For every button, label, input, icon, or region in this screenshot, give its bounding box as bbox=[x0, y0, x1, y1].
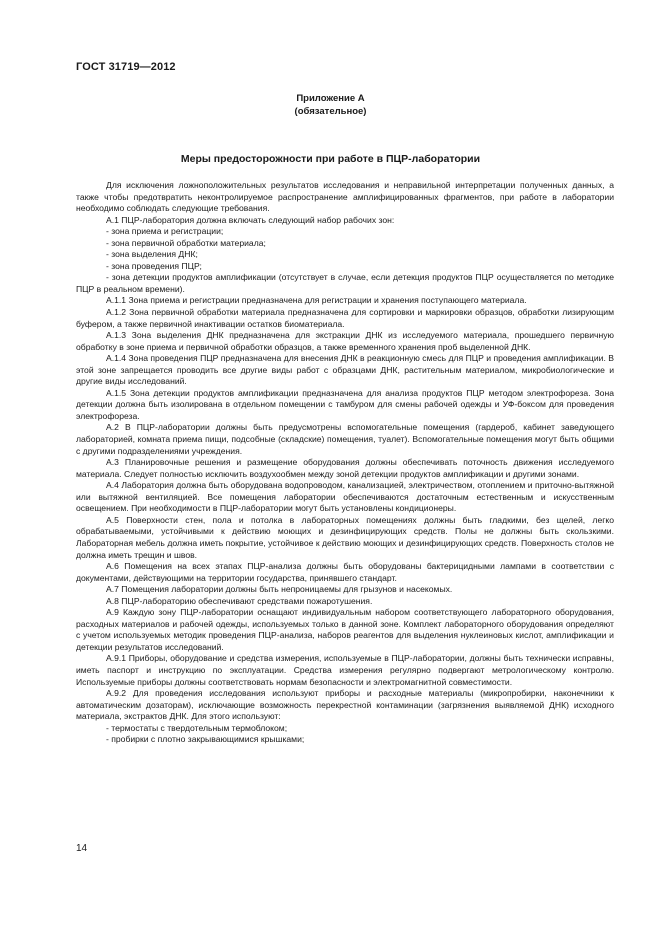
paragraph: А.1.4 Зона проведения ПЦР предназначена для внесения ДНК в реакционную смесь для ПЦР и проведения амплификации. В этой зоне запрещается проводить все другие виды работ с образцами ДНК, растительным материалом, микробиологические и другие виды исследований. bbox=[76, 353, 614, 387]
paragraph: Для исключения ложноположительных результатов исследования и неправильной интерпретации полученных данных, а также чтобы предотвратить неконтролируемое распространение амплифицированных фрагментов, при работе в лаборатории необходимо соблюдать следующие требования. bbox=[76, 180, 614, 214]
list-item: - зона выделения ДНК; bbox=[106, 249, 198, 260]
list-item: - пробирки с плотно закрывающимися крышками; bbox=[106, 734, 305, 745]
paragraph: А.1.2 Зона первичной обработки материала предназначена для сортировки и маркировки образцов, обработки лизирующим буфером, а также первичной инактивации остатков биоматериала. bbox=[76, 307, 614, 329]
paragraph: А.5 Поверхности стен, пола и потолка в лабораторных помещениях должны быть гладкими, без щелей, легко обрабатываемыми, устойчивыми к действию моющих и дезинфицирующих средств. Полы не должны быть скользкими. Лабораторная мебель должна иметь покрытие, устойчивое к действию моющих и дезинфицирующих средств. Поверхность столов не должна иметь трещин и швов. bbox=[76, 514, 614, 560]
appendix-heading bbox=[0, 92, 661, 118]
page-number: 14 bbox=[76, 843, 88, 854]
document-body bbox=[76, 180, 614, 746]
appendix-status: (обязательное) bbox=[294, 106, 367, 117]
paragraph: А.7 Помещения лаборатории должны быть непроницаемы для грызунов и насекомых. bbox=[106, 584, 453, 595]
paragraph: А.9.2 Для проведения исследования используют приборы и расходные материалы (микропробирки, наконечники к автоматическим дозаторам), исключающие возможность перекрестной контаминации (загрязнения выявляемой ДНК) исходного материала, экстрактов ДНК. Для этого используют: bbox=[76, 688, 614, 722]
list-item: - термостаты с твердотельным термоблоком; bbox=[106, 722, 288, 733]
paragraph: А.2 В ПЦР-лаборатории должны быть предусмотрены вспомогательные помещения (гардероб, кабинет заведующего лабораторией, комната приема пищи, подсобные (складские) помещения, туалет). Вспомогательные помещения могут быть общими с другими подразделениями учреждения. bbox=[76, 422, 614, 456]
paragraph: А.9 Каждую зону ПЦР-лаборатории оснащают индивидуальным набором соответствующего лабораторного оборудования, расходных материалов и рабочей одежды, используемых только в данной зоне. Комплект лабораторного оборудования определяют с учетом используемых методик проведения ПЦР-анализа, наборов реагентов для выделения нуклеиновых кислот, амплификации и детекции результатов исследований. bbox=[76, 607, 614, 652]
paragraph: А.3 Планировочные решения и размещение оборудования должны обеспечивать поточность движения исследуемого материала. Следует полностью исключить воздухообмен между зоной детекции продуктов амплификации и другими зонами. bbox=[76, 457, 614, 479]
paragraph: А.4 Лаборатория должна быть оборудована водопроводом, канализацией, электричеством, отоплением и приточно-вытяжной или вытяжной вентиляцией. Все помещения лаборатории обеспечиваются достаточным естественным и искусственным освещением. При необходимости в ПЦР-лаборатории могут быть установлены кондиционеры. bbox=[76, 480, 614, 514]
appendix-label: Приложение А bbox=[296, 93, 365, 104]
paragraph: А.1 ПЦР-лаборатория должна включать следующий набор рабочих зон: bbox=[106, 214, 395, 225]
paragraph: А.1.1 Зона приема и регистрации предназначена для регистрации и хранения поступающего материала. bbox=[106, 295, 527, 306]
list-item: - зона первичной обработки материала; bbox=[106, 237, 266, 248]
paragraph: А.8 ПЦР-лабораторию обеспечивают средствами пожаротушения. bbox=[106, 595, 373, 606]
paragraph: А.1.5 Зона детекции продуктов амплификации предназначена для анализа продуктов ПЦР методом электрофореза. Зона детекции должна быть изолирована в отдельном помещении с тамбуром для смены рабочей одежды и УФ-боксом для проведения электрофореза. bbox=[76, 387, 614, 421]
list-item: - зона проведения ПЦР; bbox=[106, 260, 202, 271]
document-code: ГОСТ 31719—2012 bbox=[76, 61, 176, 73]
paragraph: А.9.1 Приборы, оборудование и средства измерения, используемые в ПЦР-лаборатории, должны быть технически исправны, иметь паспорт и инструкцию по эксплуатации. Средства измерения регулярно подвергают метрологическому контролю. Используемые приборы должны соответствовать нормам безопасности и электромагнитной совместимости. bbox=[76, 653, 614, 687]
paragraph: - зона детекции продуктов амплификации (отсутствует в случае, если детекция продуктов ПЦР осуществляется по методике ПЦР в реальном времени). bbox=[76, 272, 614, 294]
paragraph: А.1.3 Зона выделения ДНК предназначена для экстракции ДНК из исследуемого материала, прошедшего первичную обработку в зоне приема и первичной обработки образцов, а также временного хранения проб выделенной ДНК. bbox=[76, 330, 614, 352]
paragraph: А.6 Помещения на всех этапах ПЦР-анализа должны быть оборудованы бактерицидными лампами в соответствии с документами, действующими на территории государства, принявшего стандарт. bbox=[76, 561, 614, 583]
list-item: - зона приема и регистрации; bbox=[106, 226, 224, 237]
section-title: Меры предосторожности при работе в ПЦР-лаборатории bbox=[180, 153, 481, 165]
